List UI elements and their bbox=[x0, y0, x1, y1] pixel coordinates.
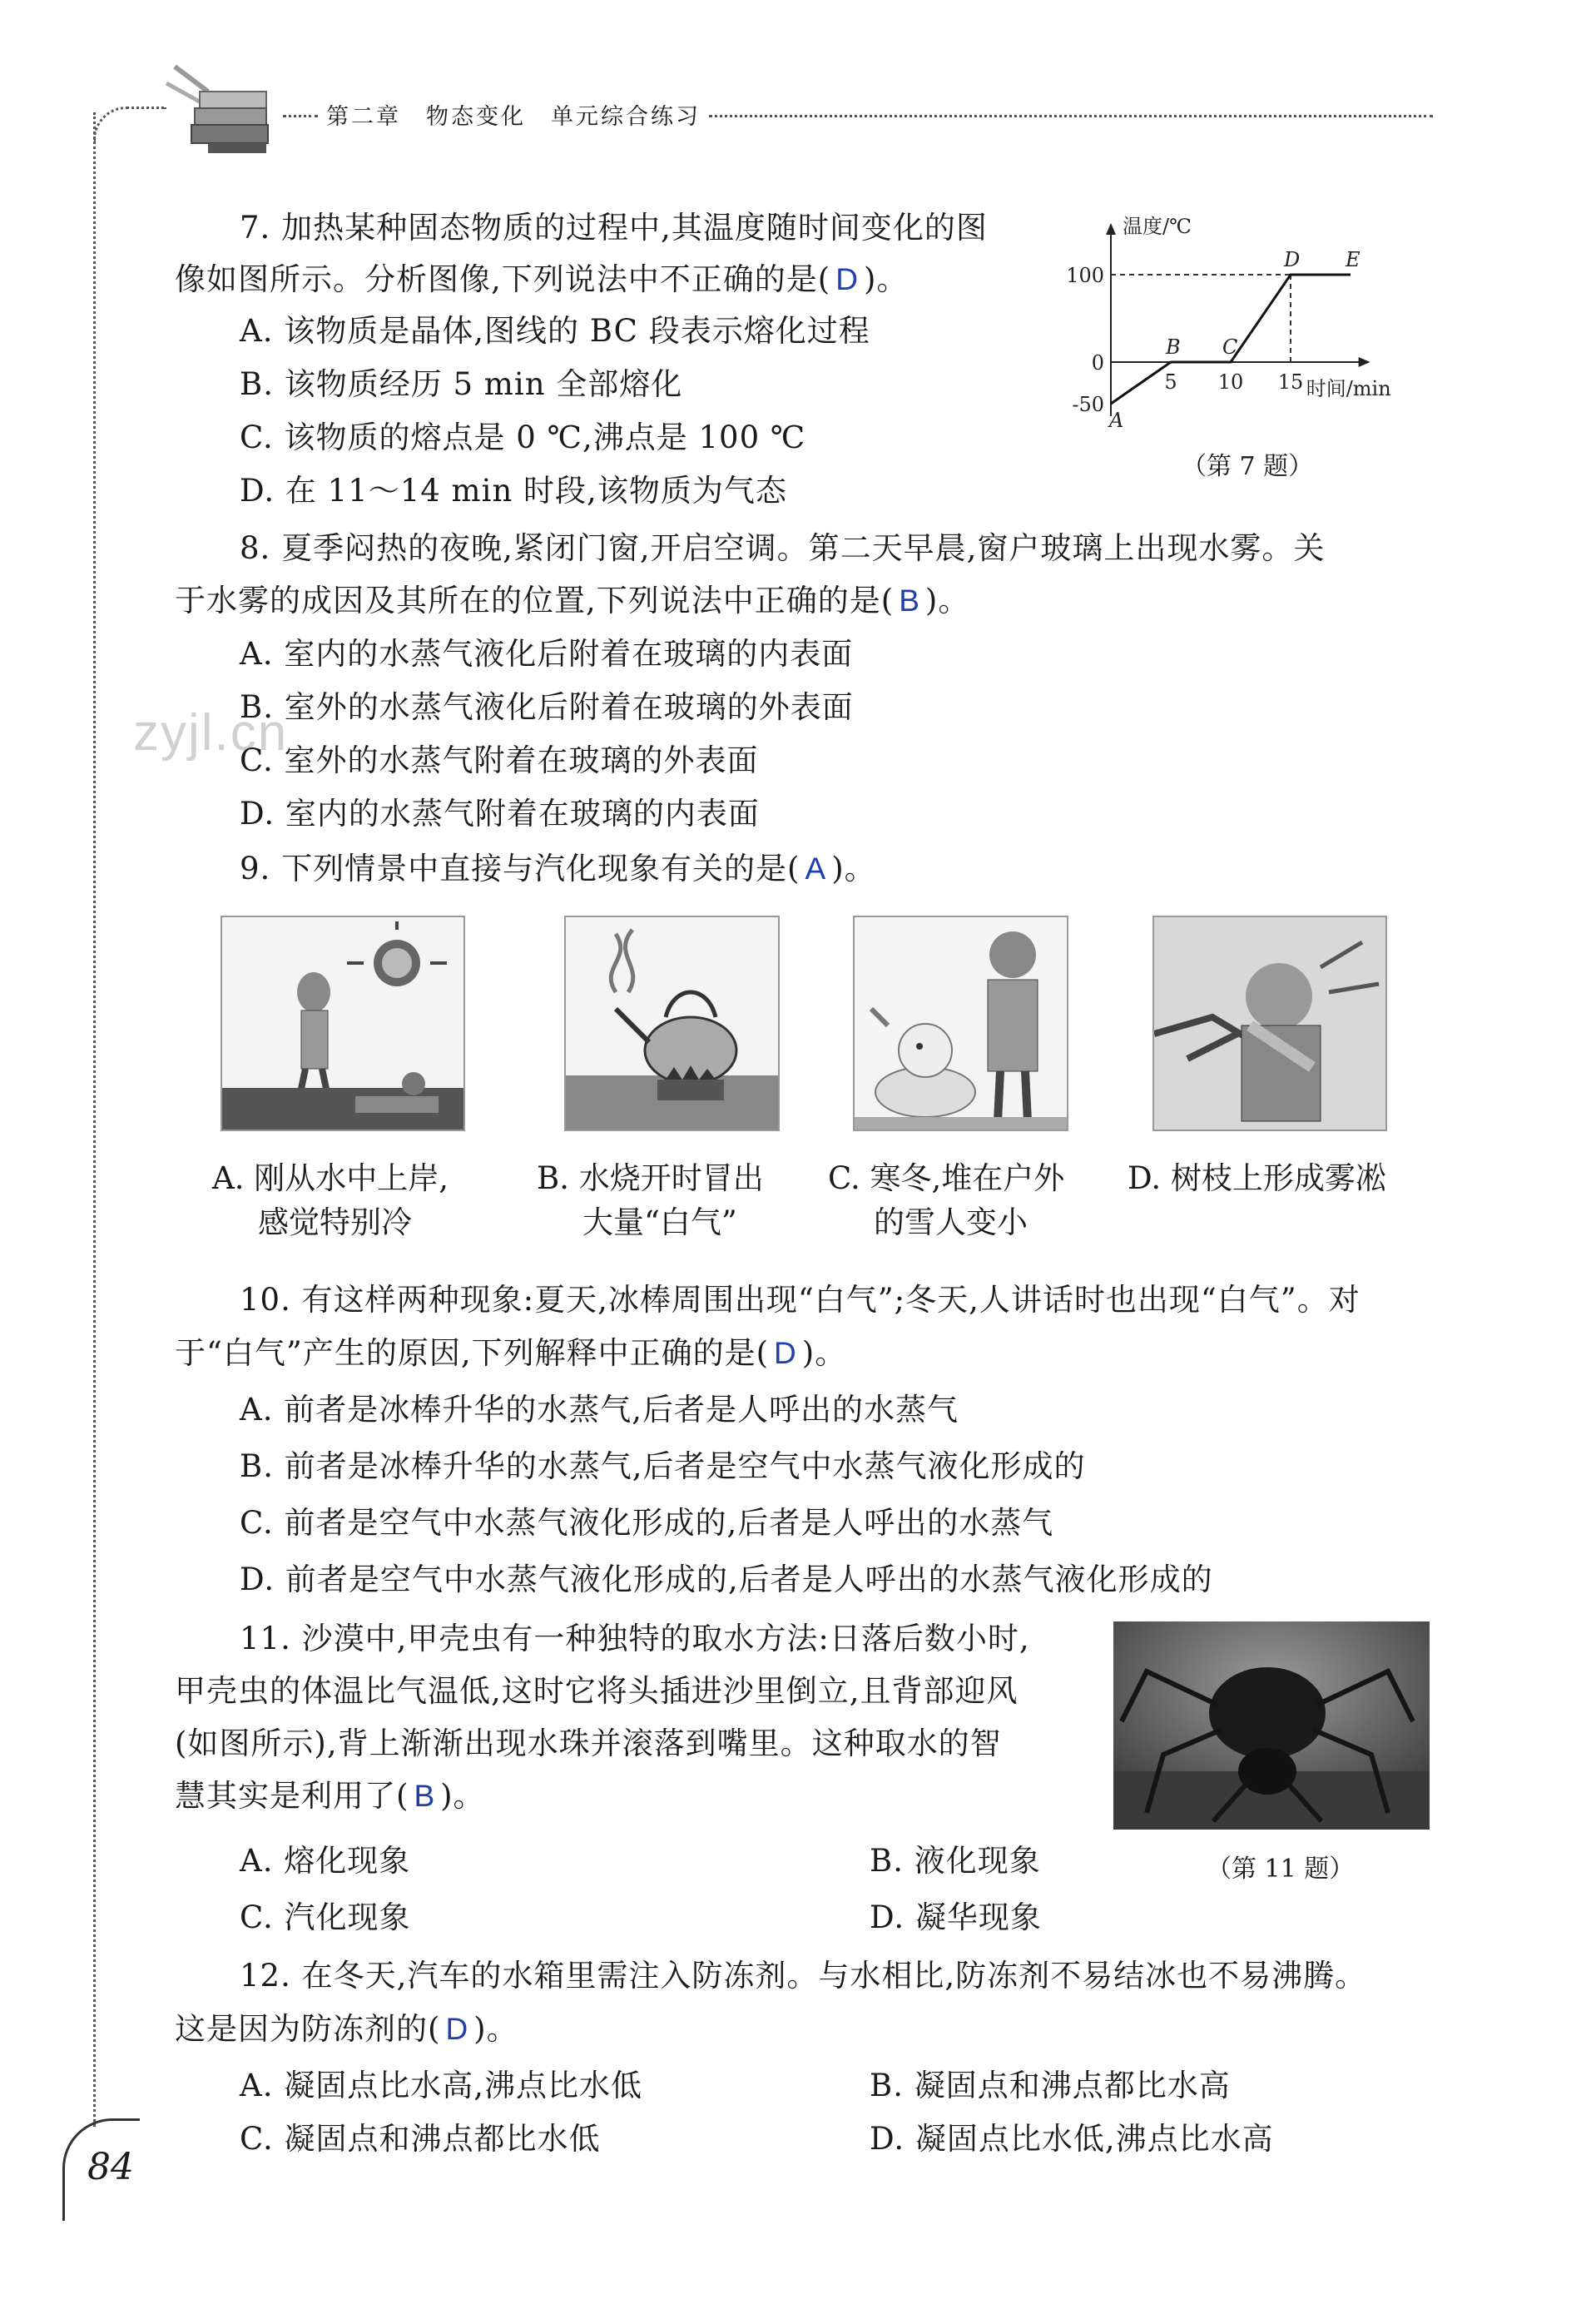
q9-answer: A bbox=[805, 852, 827, 886]
header-rule-right bbox=[709, 115, 1433, 117]
q12-option-a: A. 凝固点比水高,沸点比水低 bbox=[240, 2068, 643, 2103]
q10-option-c: C. 前者是空气中水蒸气液化形成的,后者是人呼出的水蒸气 bbox=[240, 1505, 1054, 1541]
q7-option-b: B. 该物质经历 5 min 全部熔化 bbox=[240, 366, 683, 402]
y-tick-label: -50 bbox=[1072, 393, 1104, 416]
q12-option-b: B. 凝固点和沸点都比水高 bbox=[870, 2068, 1231, 2103]
watermark: zyjl.cn bbox=[133, 704, 289, 762]
y-axis-label: 温度/℃ bbox=[1123, 215, 1192, 238]
x-tick-label: 15 bbox=[1277, 370, 1304, 394]
q11-answer: B bbox=[414, 1779, 436, 1813]
y-axis-arrow bbox=[1106, 223, 1116, 235]
x-axis-label: 时间/min bbox=[1306, 377, 1391, 400]
x-tick-label: 10 bbox=[1217, 370, 1244, 394]
q8-stem-close: )。 bbox=[924, 583, 970, 618]
q10-option-a: A. 前者是冰棒升华的水蒸气,后者是人呼出的水蒸气 bbox=[240, 1392, 959, 1428]
margin-rule-corner bbox=[93, 107, 166, 142]
q11-stem-line2: 甲壳虫的体温比气温低,这时它将头插进沙里倒立,且背部迎风 bbox=[175, 1673, 1019, 1709]
q12-option-c: C. 凝固点和沸点都比水低 bbox=[240, 2121, 601, 2157]
q10-stem-line2 bbox=[175, 1333, 846, 1373]
q9-caption-c-line2: 的雪人变小 bbox=[874, 1204, 1028, 1240]
q9-caption-a-line2: 感觉特别冷 bbox=[258, 1204, 412, 1240]
q8-option-a: A. 室内的水蒸气液化后附着在玻璃的内表面 bbox=[240, 636, 854, 672]
q9-caption-d-line1: D. 树枝上形成雾凇 bbox=[1128, 1160, 1386, 1196]
q8-option-b: B. 室外的水蒸气液化后附着在玻璃的外表面 bbox=[240, 689, 854, 725]
q9-picture-c bbox=[853, 916, 1068, 1131]
q9-stem bbox=[240, 849, 876, 889]
q8-option-d: D. 室内的水蒸气附着在玻璃的内表面 bbox=[240, 796, 760, 832]
q12-stem-close: )。 bbox=[473, 2011, 518, 2047]
y-tick-label: 100 bbox=[1066, 264, 1104, 287]
q8-stem-line2 bbox=[175, 581, 969, 621]
q11-option-b: B. 液化现象 bbox=[870, 1843, 1041, 1879]
point-label-d: D bbox=[1284, 248, 1301, 271]
q8-stem-line1: 8. 夏季闷热的夜晚,紧闭门窗,开启空调。第二天早晨,窗户玻璃上出现水雾。关 bbox=[240, 530, 1326, 566]
q11-beetle-photo bbox=[1113, 1621, 1430, 1830]
point-label-e: E bbox=[1346, 248, 1361, 271]
q9-picture-a bbox=[221, 916, 465, 1131]
q11-option-a: A. 熔化现象 bbox=[240, 1843, 411, 1879]
q11-option-c: C. 汽化现象 bbox=[240, 1899, 411, 1935]
q12-stem-line1: 12. 在冬天,汽车的水箱里需注入防冻剂。与水相比,防冻剂不易结冰也不易沸腾。 bbox=[240, 1958, 1367, 1994]
q7-option-a: A. 该物质是晶体,图线的 BC 段表示熔化过程 bbox=[240, 313, 870, 349]
q7-option-c: C. 该物质的熔点是 0 ℃,沸点是 100 ℃ bbox=[240, 420, 806, 455]
header-logo bbox=[158, 58, 283, 158]
q12-answer: D bbox=[445, 2012, 469, 2046]
point-label-c: C bbox=[1222, 335, 1238, 359]
point-label-b: B bbox=[1166, 335, 1181, 359]
q11-stem-line3: (如图所示),背上渐渐出现水珠并滚落到嘴里。这种取水的智 bbox=[175, 1726, 1002, 1761]
q11-caption: （第 11 题） bbox=[1207, 1855, 1355, 1884]
q10-answer: D bbox=[774, 1336, 797, 1370]
q7-stem-line1: 7. 加热某种固态物质的过程中,其温度随时间变化的图 bbox=[240, 210, 988, 246]
y-tick-label: 0 bbox=[1091, 351, 1104, 375]
q8-stem-text: 于水雾的成因及其所在的位置,下列说法中正确的是( bbox=[175, 583, 895, 618]
q10-stem-close: )。 bbox=[801, 1335, 847, 1371]
q9-picture-b bbox=[564, 916, 780, 1131]
margin-rule bbox=[93, 112, 96, 2127]
point-label-a: A bbox=[1109, 409, 1124, 432]
q8-answer: B bbox=[899, 583, 920, 618]
q10-option-d: D. 前者是空气中水蒸气液化形成的,后者是人呼出的水蒸气液化形成的 bbox=[240, 1562, 1213, 1597]
q8-option-c: C. 室外的水蒸气附着在玻璃的外表面 bbox=[240, 742, 759, 778]
q7-stem-text: 像如图所示。分析图像,下列说法中不正确的是( bbox=[175, 261, 831, 297]
q9-caption-b-line1: B. 水烧开时冒出 bbox=[537, 1160, 764, 1196]
page-number: 84 bbox=[87, 2146, 134, 2188]
q11-option-d: D. 凝华现象 bbox=[870, 1899, 1042, 1935]
q7-stem-line2 bbox=[175, 260, 908, 300]
header-title: 第二章 物态变化 单元综合练习 bbox=[326, 104, 701, 130]
q10-stem-line1: 10. 有这样两种现象:夏天,冰棒周围出现“白气”;冬天,人讲话时也出现“白气”。对 bbox=[240, 1282, 1361, 1318]
q11-stem-text: 慧其实是利用了( bbox=[175, 1778, 409, 1814]
q9-caption-a-line1: A. 刚从水中上岸, bbox=[212, 1160, 449, 1196]
q10-option-b: B. 前者是冰棒升华的水蒸气,后者是空气中水蒸气液化形成的 bbox=[240, 1448, 1086, 1484]
q12-stem-text: 这是因为防冻剂的( bbox=[175, 2011, 441, 2047]
q11-stem-close: )。 bbox=[440, 1778, 485, 1814]
q12-stem-line2 bbox=[175, 2009, 518, 2049]
q11-stem-line4 bbox=[175, 1776, 485, 1816]
q7-chart bbox=[1053, 208, 1460, 441]
q9-caption-b-line2: 大量“白气” bbox=[582, 1204, 737, 1240]
q9-stem-close: )。 bbox=[831, 851, 876, 886]
q9-caption-c-line1: C. 寒冬,堆在户外 bbox=[828, 1160, 1065, 1196]
q9-stem-text: 9. 下列情景中直接与汽化现象有关的是( bbox=[240, 851, 800, 886]
q7-answer: D bbox=[835, 262, 859, 296]
q12-option-d: D. 凝固点比水低,沸点比水高 bbox=[870, 2121, 1274, 2157]
q10-stem-text: 于“白气”产生的原因,下列解释中正确的是( bbox=[175, 1335, 770, 1371]
x-tick-label: 5 bbox=[1164, 370, 1177, 394]
q7-option-d: D. 在 11～14 min 时段,该物质为气态 bbox=[240, 473, 787, 509]
q7-stem-close: )。 bbox=[863, 261, 909, 297]
q11-stem-line1: 11. 沙漠中,甲壳虫有一种独特的取水方法:日落后数小时, bbox=[240, 1621, 1030, 1656]
q7-caption: （第 7 题） bbox=[1182, 452, 1314, 481]
header-rule-left bbox=[283, 115, 318, 117]
q9-picture-d bbox=[1152, 916, 1387, 1131]
x-axis-arrow bbox=[1359, 357, 1370, 367]
